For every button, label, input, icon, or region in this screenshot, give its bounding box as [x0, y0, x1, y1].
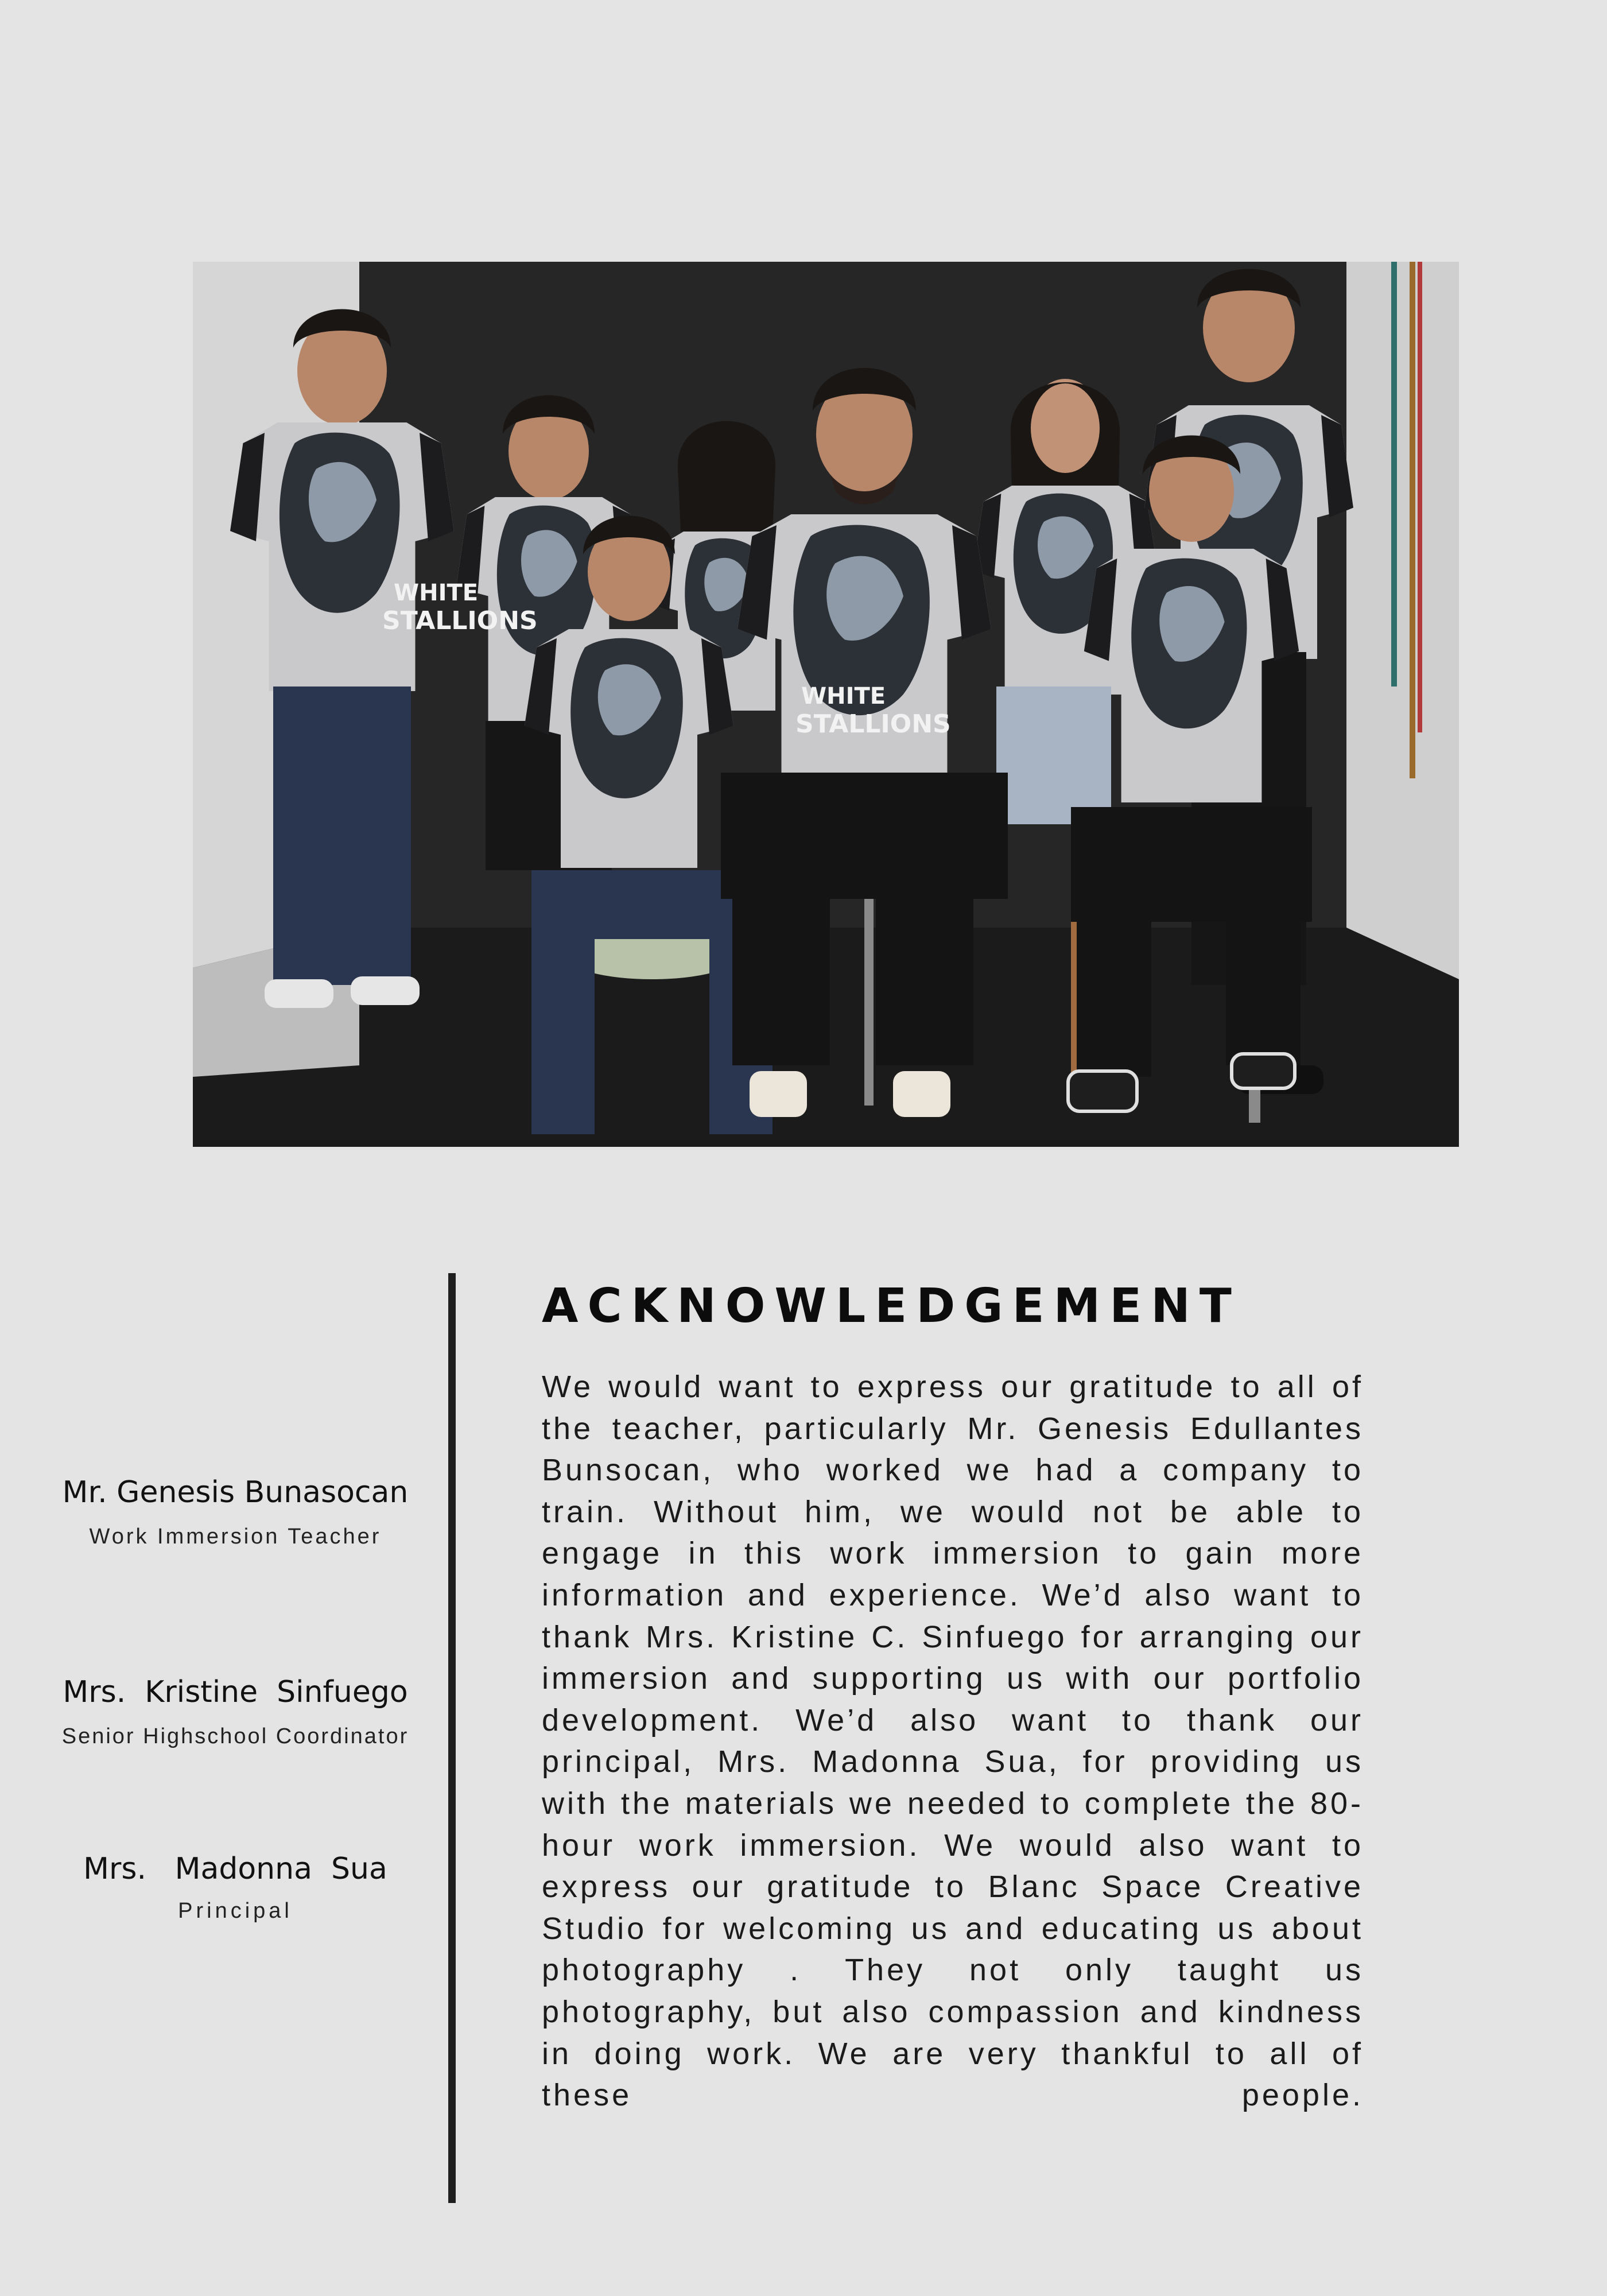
shirt-lettering: STALLIONS	[795, 709, 951, 739]
signatory-role: Principal	[178, 1899, 293, 1923]
shirt-lettering: STALLIONS	[382, 606, 538, 635]
signatory-name: Mrs. Kristine Sinfuego	[63, 1675, 408, 1709]
signatory-coordinator	[17, 1675, 453, 1749]
acknowledgement-body: We would want to express our gratitude to all of the teacher, particularly Mr. Genesis Edullantes Bunsocan, who worked we had a company to train. Without him, we would not be able to engage in this work immersion to gain more information and experience. We’d also want to thank Mrs. Kristine C. Sinfuego for arranging our immersion and supporting us with our portfolio development. We’d also want to thank our principal, Mrs. Madonna Sua, for providing us with the materials we needed to complete the 80-hour work immersion. We would also want to express our gratitude to Blanc Space Creative Studio for welcoming us and educating us about photography . They not only taught us photography, but also compassion and kindness in doing work. We are very thankful to all of these people.	[542, 1370, 1364, 2113]
signatory-work-immersion-teacher	[17, 1475, 453, 1549]
signatory-principal	[17, 1852, 453, 1923]
page-title: ACKNOWLEDGEMENT	[542, 1279, 1241, 1333]
shirt-lettering: WHITE	[394, 580, 479, 606]
group-photo	[193, 262, 1459, 1147]
group-photo-illustration	[193, 262, 1459, 1147]
signatory-name: Mrs. Madonna Sua	[83, 1852, 387, 1886]
signatory-role: Senior Highschool Coordinator	[61, 1724, 409, 1748]
signatory-name: Mr. Genesis Bunasocan	[62, 1475, 409, 1510]
signatory-role: Work Immersion Teacher	[89, 1525, 382, 1549]
shirt-lettering: WHITE	[801, 683, 886, 709]
